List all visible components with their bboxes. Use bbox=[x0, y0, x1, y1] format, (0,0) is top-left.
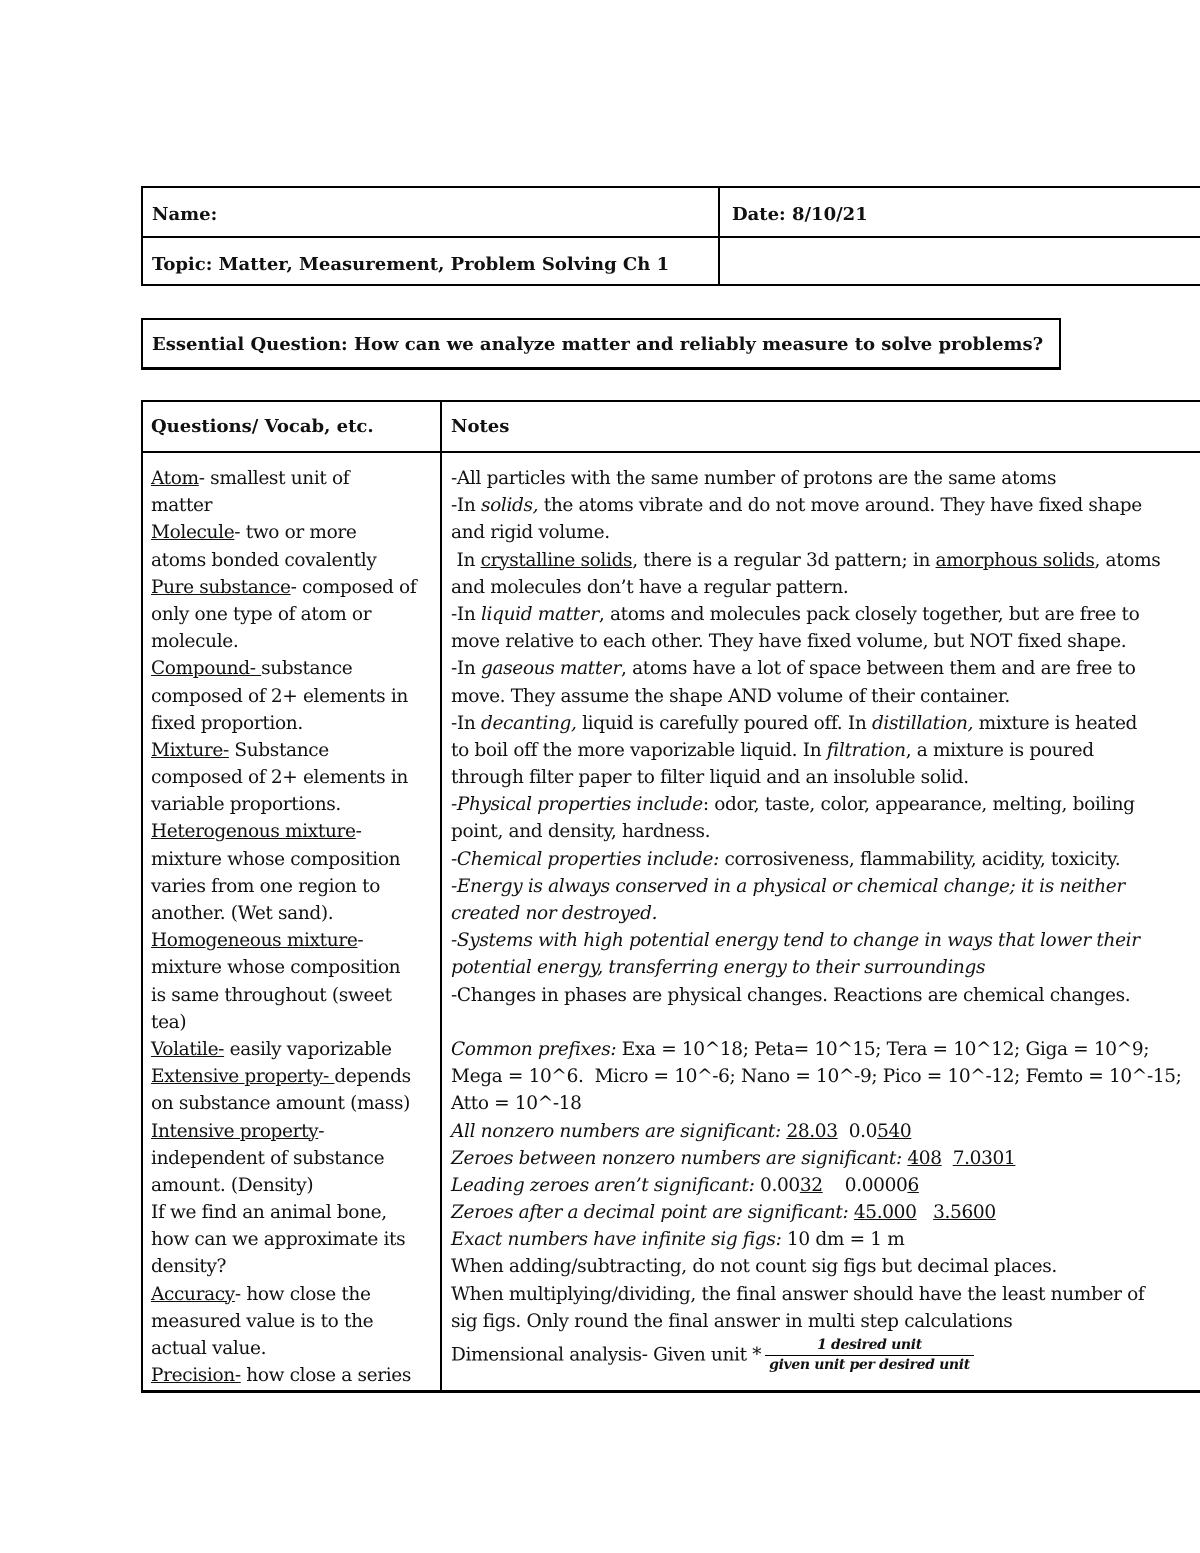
vocab-column bbox=[151, 465, 436, 1389]
note-line: -Energy is always conserved in a physical or chemical change; it is neither bbox=[451, 875, 1125, 897]
vocab-line: variable proportions. bbox=[151, 794, 341, 816]
vocab-def: how close a series bbox=[240, 1365, 412, 1387]
vocab-term: Mixture- bbox=[151, 739, 229, 761]
question-line: If we find an animal bone, bbox=[151, 1202, 387, 1224]
vocab-line: is same throughout (sweet bbox=[151, 984, 392, 1006]
vocab-line bbox=[151, 1281, 436, 1308]
note-line: -In solids, the atoms vibrate and do not move around. They have fixed shape bbox=[451, 495, 1142, 517]
vocab-line: another. (Wet sand). bbox=[151, 903, 334, 924]
note-line: -All particles with the same number of protons are the same atoms bbox=[451, 468, 1057, 489]
note-line: -Chemical properties include: corrosiveness, flammability, acidity, toxicity. bbox=[451, 848, 1121, 870]
note-line: Exact numbers have infinite sig figs: 10 dm = 1 m bbox=[451, 1229, 905, 1251]
vocab-line bbox=[151, 574, 436, 601]
vocab-term: Homogeneous mixture bbox=[151, 930, 358, 952]
name-field: Name: bbox=[152, 204, 218, 225]
note-line: to boil off the more vaporizable liquid. In filtration, a mixture is poured bbox=[451, 739, 1094, 761]
vocab-def: depends bbox=[334, 1066, 411, 1088]
vocab-line: measured value is to the bbox=[151, 1310, 374, 1332]
note-line: Common prefixes: Exa = 10^18; Peta= 10^15; Tera = 10^12; Giga = 10^9; bbox=[451, 1038, 1150, 1060]
vocab-def: - composed of bbox=[290, 576, 417, 598]
note-line: All nonzero numbers are significant: 28.03 0.0540 bbox=[451, 1120, 912, 1142]
vocab-line: mixture whose composition bbox=[151, 848, 401, 870]
note-line: potential energy, transferring energy to their surroundings bbox=[451, 957, 986, 979]
note-line: When multiplying/dividing, the final answer should have the least number of bbox=[451, 1283, 1145, 1305]
note-line: -In liquid matter, atoms and molecules pack closely together, but are free to bbox=[451, 603, 1140, 625]
vocab-line bbox=[151, 465, 436, 492]
note-line: through filter paper to filter liquid and an insoluble solid. bbox=[451, 767, 969, 789]
header-row-divider bbox=[143, 236, 1200, 238]
unit-fraction bbox=[765, 1337, 974, 1374]
header-table bbox=[141, 186, 1200, 286]
note-line: Zeroes between nonzero numbers are significant: 408 7.0301 bbox=[451, 1147, 1016, 1169]
question-line: density? bbox=[151, 1256, 227, 1278]
vocab-line: on substance amount (mass) bbox=[151, 1093, 410, 1115]
vocab-line bbox=[151, 927, 436, 954]
question-line: how can we approximate its bbox=[151, 1229, 406, 1251]
vocab-line: composed of 2+ elements in bbox=[151, 685, 408, 707]
note-line: move. They assume the shape AND volume of their container. bbox=[451, 685, 1010, 707]
note-line: -Changes in phases are physical changes. Reactions are chemical changes. bbox=[451, 984, 1131, 1006]
note-line: -Systems with high potential energy tend to change in ways that lower their bbox=[451, 930, 1140, 952]
vocab-def: - bbox=[318, 1120, 325, 1142]
fraction-denominator: given unit per desired unit bbox=[769, 1357, 970, 1373]
vocab-line: molecule. bbox=[151, 631, 239, 653]
notes-table bbox=[141, 400, 1200, 1393]
vocab-term: Pure substance bbox=[151, 576, 291, 598]
vocab-def: substance bbox=[261, 658, 353, 680]
vocab-term: Accuracy bbox=[151, 1283, 235, 1305]
fraction-numerator: 1 desired unit bbox=[765, 1337, 974, 1356]
essential-question: Essential Question: How can we analyze matter and reliably measure to solve problems? bbox=[141, 318, 1061, 370]
vocab-line: actual value. bbox=[151, 1338, 267, 1359]
note-line: -Physical properties include: odor, taste, color, appearance, melting, boiling bbox=[451, 794, 1135, 816]
vocab-line bbox=[151, 1036, 436, 1063]
dimensional-analysis-label: Dimensional analysis- Given unit * bbox=[451, 1344, 762, 1366]
vocab-line: amount. (Density) bbox=[151, 1174, 314, 1196]
note-line: created nor destroyed. bbox=[451, 903, 658, 924]
note-line: and rigid volume. bbox=[451, 522, 610, 544]
vocab-line bbox=[151, 655, 436, 682]
vocab-def: easily vaporizable bbox=[224, 1038, 392, 1060]
vocab-term: Atom bbox=[151, 468, 199, 489]
vocab-term: Precision- bbox=[151, 1365, 241, 1387]
topic-field: Topic: Matter, Measurement, Problem Solving Ch 1 bbox=[152, 254, 670, 275]
vocab-term: Compound- bbox=[151, 658, 262, 680]
note-line: Leading zeroes aren’t significant: 0.0032 0.00006 bbox=[451, 1174, 919, 1196]
vocab-line bbox=[151, 1063, 436, 1090]
note-line: point, and density, hardness. bbox=[451, 821, 711, 843]
vocab-line: composed of 2+ elements in bbox=[151, 767, 408, 789]
questions-column-header: Questions/ Vocab, etc. bbox=[151, 416, 374, 437]
note-line: -In decanting, liquid is carefully poured off. In distillation, mixture is heated bbox=[451, 712, 1138, 734]
vocab-term: Intensive property bbox=[151, 1120, 319, 1142]
note-line: move relative to each other. They have fixed volume, but NOT fixed shape. bbox=[451, 631, 1127, 653]
vocab-line bbox=[151, 1118, 436, 1145]
note-line: When adding/subtracting, do not count sig figs but decimal places. bbox=[451, 1256, 1057, 1278]
vocab-def: - how close the bbox=[234, 1283, 371, 1305]
vocab-line: independent of substance bbox=[151, 1147, 385, 1169]
note-line: In crystalline solids, there is a regular 3d pattern; in amorphous solids, atoms bbox=[451, 549, 1161, 571]
vocab-line bbox=[151, 818, 436, 845]
note-line: -In gaseous matter, atoms have a lot of space between them and are free to bbox=[451, 658, 1136, 680]
column-divider bbox=[440, 402, 442, 1390]
vocab-line: mixture whose composition bbox=[151, 957, 401, 979]
note-line: Mega = 10^6. Micro = 10^-6; Nano = 10^-9; Pico = 10^-12; Femto = 10^-15; bbox=[451, 1066, 1182, 1088]
vocab-line: only one type of atom or bbox=[151, 603, 372, 625]
vocab-line: atoms bonded covalently bbox=[151, 549, 377, 571]
vocab-def: - bbox=[357, 930, 364, 952]
vocab-term: Molecule bbox=[151, 522, 235, 544]
vocab-term: Extensive property- bbox=[151, 1066, 335, 1088]
vocab-def: - two or more bbox=[234, 522, 357, 544]
vocab-def: Substance bbox=[228, 739, 329, 761]
date-field: Date: 8/10/21 bbox=[732, 204, 868, 225]
vocab-line bbox=[151, 1362, 436, 1389]
note-line: sig figs. Only round the final answer in multi step calculations bbox=[451, 1310, 1013, 1332]
vocab-line: matter bbox=[151, 495, 213, 517]
notes-column-header: Notes bbox=[451, 416, 510, 437]
header-row-divider bbox=[143, 451, 1200, 453]
vocab-def: - smallest unit of bbox=[198, 468, 350, 489]
note-line: Zeroes after a decimal point are significant: 45.000 3.5600 bbox=[451, 1202, 996, 1224]
vocab-line bbox=[151, 519, 436, 546]
dimensional-analysis-line bbox=[451, 1335, 1200, 1377]
note-line: Atto = 10^-18 bbox=[451, 1093, 582, 1115]
vocab-def: - bbox=[355, 821, 362, 843]
vocab-line: fixed proportion. bbox=[151, 712, 303, 734]
notes-column bbox=[451, 465, 1200, 1377]
vocab-line: tea) bbox=[151, 1011, 187, 1033]
blank-line bbox=[451, 1009, 1200, 1036]
note-line: and molecules don’t have a regular pattern. bbox=[451, 576, 849, 598]
vocab-term: Volatile- bbox=[151, 1038, 225, 1060]
vocab-line bbox=[151, 737, 436, 764]
vocab-line: varies from one region to bbox=[151, 875, 381, 897]
vocab-term: Heterogenous mixture bbox=[151, 821, 356, 843]
